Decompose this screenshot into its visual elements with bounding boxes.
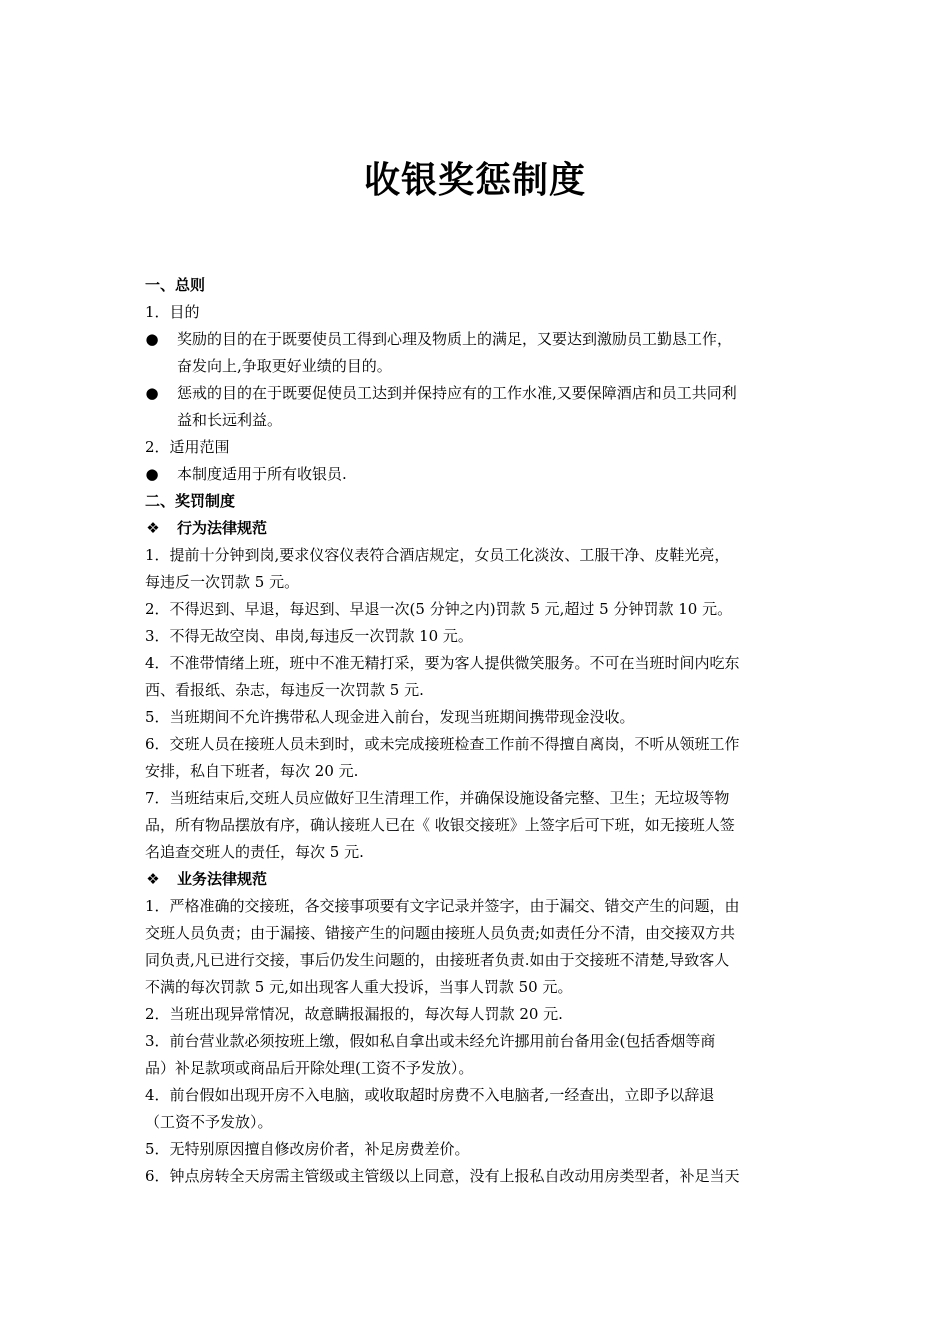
- rule-text-line: 6．交班人员在接班人员未到时，或未完成接班检查工作前不得擅自离岗，不听从领班工作: [145, 735, 740, 753]
- scope-label: 2．适用范围: [145, 438, 230, 456]
- diamond-bullet-icon: ❖: [146, 519, 160, 537]
- conduct-rule-list: [145, 542, 810, 866]
- bullet-dot-icon: ●: [145, 384, 159, 402]
- rule-text-line: 名追查交班人的责任，每次 5 元.: [145, 843, 364, 861]
- bullet-item: [145, 380, 810, 434]
- bullet-text-line: 奋发向上,争取更好业绩的目的。: [177, 357, 392, 375]
- scope-bullet-list: [145, 461, 810, 488]
- subheading-business: [145, 866, 810, 893]
- bullet-dot-icon: ●: [145, 465, 159, 483]
- subheading-conduct-label: 行为法律规范: [177, 519, 268, 537]
- rule-text-line: 安排，私自下班者，每次 20 元.: [145, 762, 359, 780]
- rule-text-line: 5．无特别原因擅自修改房价者，补足房费差价。: [145, 1140, 470, 1158]
- rule-item: [145, 785, 810, 866]
- rule-text-line: 7．当班结束后,交班人员应做好卫生清理工作，并确保设施设备完整、卫生；无垃圾等物: [145, 789, 730, 807]
- rule-item: [145, 1028, 810, 1082]
- rule-text-line: 同负责,凡已进行交接，事后仍发生问题的，由接班者负责.如由于交接班不清楚,导致客人: [145, 951, 730, 969]
- rule-text-line: （工资不予发放）。: [145, 1113, 273, 1131]
- rule-item: [145, 704, 810, 731]
- rule-text-line: 2．不得迟到、早退，每迟到、早退一次(5 分钟之内)罚款 5 元,超过 5 分钟罚款 10 元。: [145, 600, 733, 618]
- bullet-text-line: 惩戒的目的在于既要促使员工达到并保持应有的工作水准,又要保障酒店和员工共同利: [177, 384, 737, 402]
- diamond-bullet-icon: ❖: [146, 870, 160, 888]
- rule-text-line: 品，所有物品摆放有序，确认接班人已在《 收银交接班》上签字后可下班，如无接班人签: [145, 816, 735, 834]
- rule-text-line: 品）补足款项或商品后开除处理(工资不予发放）。: [145, 1059, 474, 1077]
- bullet-item: [145, 326, 810, 380]
- rule-text-line: 交班人员负责；由于漏接、错接产生的问题由接班人员负责;如责任分不清，由交接双方共: [145, 924, 736, 942]
- purpose-bullet-list: [145, 326, 810, 434]
- purpose-label: 1．目的: [145, 303, 200, 321]
- rule-item: [145, 731, 810, 785]
- bullet-item: [145, 461, 810, 488]
- rule-text-line: 3．前台营业款必须按班上缴，假如私自拿出或未经允许挪用前台备用金(包括香烟等商: [145, 1032, 716, 1050]
- rule-text-line: 不满的每次罚款 5 元,如出现客人重大投诉，当事人罚款 50 元。: [145, 978, 573, 996]
- rule-text-line: 4．前台假如出现开房不入电脑，或收取超时房费不入电脑者,一经查出，立即予以辞退: [145, 1086, 715, 1104]
- subheading-business-label: 业务法律规范: [177, 870, 268, 888]
- rule-item: [145, 893, 810, 1001]
- rule-text-line: 5．当班期间不允许携带私人现金进入前台，发现当班期间携带现金没收。: [145, 708, 635, 726]
- section-heading-general: 一、总则: [145, 276, 206, 294]
- bullet-dot-icon: ●: [145, 330, 159, 348]
- rule-text-line: 1．提前十分钟到岗,要求仪容仪表符合酒店规定，女员工化淡汝、工服干净、皮鞋光亮，: [145, 546, 730, 564]
- rule-item: [145, 1136, 810, 1163]
- rule-item: [145, 650, 810, 704]
- rule-text-line: 2．当班出现异常情况，故意瞒报漏报的，每次每人罚款 20 元.: [145, 1005, 563, 1023]
- rule-text-line: 每违反一次罚款 5 元。: [145, 573, 300, 591]
- rule-item: [145, 1001, 810, 1028]
- subheading-conduct: [145, 515, 810, 542]
- rule-text-line: 3．不得无故空岗、串岗,每违反一次罚款 10 元。: [145, 627, 473, 645]
- rule-text-line: 1．严格准确的交接班，各交接事项要有文字记录并签字，由于漏交、错交产生的问题，由: [145, 897, 740, 915]
- document-body: [145, 272, 810, 1190]
- rule-item: [145, 623, 810, 650]
- bullet-text-line: 奖励的目的在于既要使员工得到心理及物质上的满足，又要达到激励员工勤恳工作，: [177, 330, 733, 348]
- rule-item: [145, 596, 810, 623]
- bullet-text-line: 益和长远利益。: [177, 411, 283, 429]
- document-title: 收银奖惩制度: [363, 160, 586, 201]
- rule-item: [145, 1082, 810, 1136]
- rule-text-line: 6．钟点房转全天房需主管级或主管级以上同意，没有上报私自改动用房类型者，补足当天: [145, 1167, 740, 1185]
- bullet-text-line: 本制度适用于所有收银员.: [177, 465, 347, 483]
- rule-text-line: 4．不准带情绪上班，班中不准无精打采，要为客人提供微笑服务。不可在当班时间内吃东: [145, 654, 740, 672]
- rule-item: [145, 542, 810, 596]
- rule-text-line: 西、看报纸、杂志，每违反一次罚款 5 元.: [145, 681, 424, 699]
- section-heading-rewards: 二、奖罚制度: [145, 492, 236, 510]
- rule-item: [145, 1163, 810, 1190]
- business-rule-list: [145, 893, 810, 1190]
